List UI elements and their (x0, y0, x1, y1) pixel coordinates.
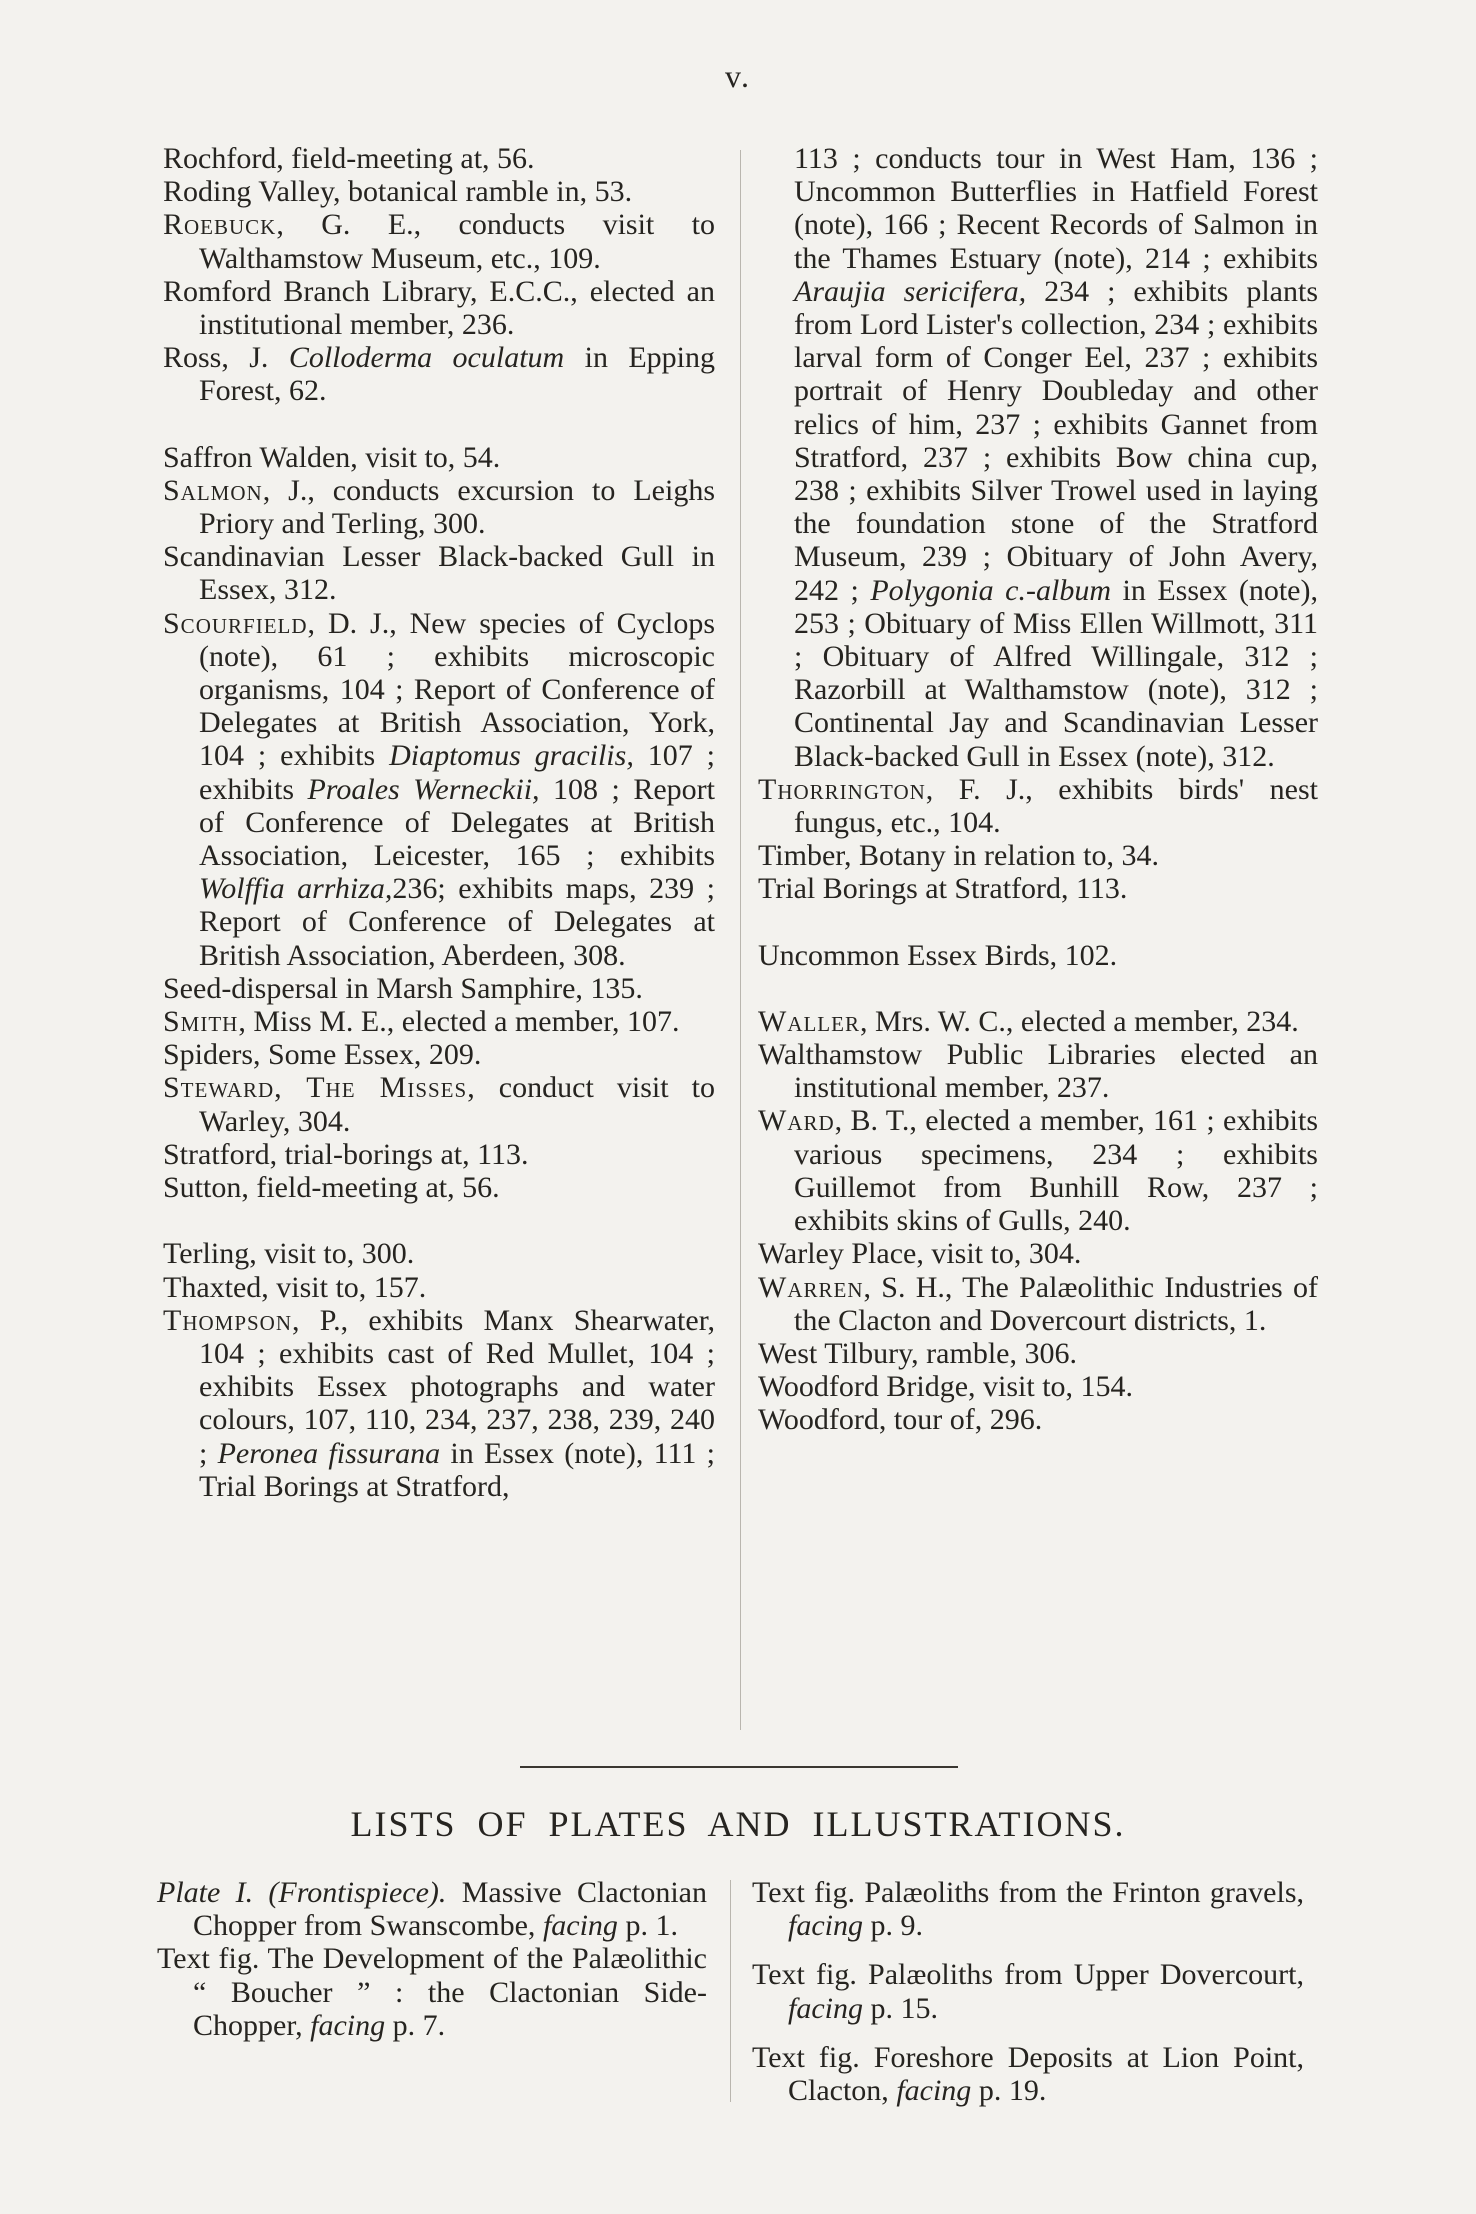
plates-left-column (157, 1876, 707, 2042)
index-entry (163, 1071, 715, 1137)
entry-text: Roding Valley, botanical ramble in, 53. (163, 175, 633, 209)
index-entry (758, 142, 1318, 773)
entry-text: in Essex (note), 253 ; Obituary of Miss Ellen Willmott, 311 ; Obituary of Alfred Willingale, 312 ; Razorbill at Walthamstow (note), 312 ; Continental Jay and Scandinavian Lesser Black-backed Gull in Essex (note), 312. (794, 573, 1318, 773)
index-name: Salmon (163, 473, 263, 507)
entry-text: , F. J., exhibits birds' nest fungus, etc., 104. (794, 772, 1318, 840)
entry-text: p. 19. (971, 2074, 1047, 2108)
index-entry (163, 1171, 715, 1204)
index-name: Waller (758, 1004, 860, 1038)
italic-text: Wolffia arrhiza, (199, 872, 393, 906)
plate-entry (157, 1876, 707, 1942)
index-name: Warren (758, 1270, 864, 1304)
section-divider (520, 1766, 958, 1768)
page-number: v. (725, 58, 751, 94)
index-entry (758, 1337, 1318, 1370)
entry-text: Saffron Walden, visit to, 54. (163, 440, 501, 474)
entry-text: Text fig. Foreshore Deposits at Lion Point, Clacton, (752, 2040, 1304, 2108)
italic-text: facing (310, 2008, 386, 2042)
index-entry (163, 1304, 715, 1503)
index-name: Thompson (163, 1303, 293, 1337)
index-entry (163, 972, 715, 1005)
index-entry (758, 1237, 1318, 1270)
entry-text: p. 7. (385, 2008, 446, 2042)
entry-text: 234 ; exhibits plants from Lord Lister's collection, 234 ; exhibits larval form of Conger Eel, 237 ; exhibits portrait of Henry Doubleday and other relics of him, 237 ; exhibits Gannet from Stratford, 237 ; exhibits Bow china cup, 238 ; exhibits Silver Trowel used in laying the foundation stone of the Stratford Museum, 239 ; Obituary of John Avery, 242 ; (794, 274, 1318, 607)
entry-text: Woodford Bridge, visit to, 154. (758, 1370, 1134, 1404)
index-entry (163, 607, 715, 972)
entry-text: , Mrs. W. C., elected a member, 234. (859, 1004, 1299, 1038)
index-right-column (758, 142, 1318, 1437)
index-name: Ward (758, 1104, 835, 1138)
index-entry (163, 1038, 715, 1071)
index-entry (163, 142, 715, 175)
entry-text: conduct visit to Warley, 304. (199, 1071, 716, 1138)
entry-text: West Tilbury, ramble, 306. (758, 1336, 1077, 1370)
index-entry (163, 275, 715, 341)
index-name: Smith (163, 1005, 239, 1039)
entry-text: , S. H., The Palæolithic Industries of the Clacton and Dovercourt districts, 1. (794, 1270, 1318, 1337)
italic-text: Proales Werneckii, (307, 772, 540, 806)
entry-text: , Miss M. E., elected a member, 107. (238, 1005, 680, 1039)
entry-text: , B. T., elected a member, 161 ; exhibits various specimens, 234 ; exhibits Guillemot from Bunhill Row, 237 ; exhibits skins of Gulls, 240. (794, 1104, 1318, 1238)
entry-text: Massive Clactonian Chopper from Swanscombe, (193, 1876, 707, 1943)
index-entry (758, 1271, 1318, 1337)
entry-text: , J., conducts excursion to Leighs Priory and Terling, 300. (199, 473, 715, 541)
italic-text: Araujia sericifera, (794, 274, 1027, 308)
entry-text: , P., exhibits Manx Shearwater, 104 ; exhibits cast of Red Mullet, 104 ; exhibits Essex photographs and water colours, 107, 110, 234, 237, 238, 239, 240 ; (199, 1303, 715, 1470)
plate-entry (752, 1958, 1304, 2024)
index-entry (163, 540, 715, 606)
italic-text: Peronea fissurana (217, 1436, 441, 1470)
index-entry (758, 939, 1318, 972)
entry-text: Ross, J. (163, 341, 289, 375)
italic-text: Diaptomus gracilis, (389, 739, 634, 773)
column-divider (740, 150, 741, 1730)
index-entry (163, 1005, 715, 1038)
entry-text: Thaxted, visit to, 157. (163, 1270, 427, 1304)
entry-text: Sutton, field-meeting at, 56. (163, 1171, 500, 1205)
index-entry (163, 341, 715, 407)
index-entry (163, 474, 715, 540)
index-name: Steward, The Misses, (163, 1071, 476, 1105)
entry-text: Trial Borings at Stratford, 113. (758, 872, 1128, 906)
entry-text: 107 ; exhibits (199, 739, 715, 806)
index-entry (163, 208, 715, 274)
index-entry (163, 1237, 715, 1270)
plate-entry (157, 1942, 707, 2042)
index-name: Roebuck (163, 208, 277, 242)
index-entry (758, 1370, 1318, 1403)
italic-text: Colloderma oculatum (288, 341, 565, 375)
index-name: Scourfield (163, 606, 308, 640)
entry-text: Text fig. Palæoliths from Upper Dovercourt, (752, 1958, 1304, 1992)
index-entry (163, 1271, 715, 1304)
italic-text: facing (896, 2074, 972, 2108)
entry-text: in Epping Forest, 62. (199, 341, 715, 408)
index-entry (163, 441, 715, 474)
plate-entry (752, 1876, 1304, 1942)
plates-right-column (752, 1876, 1304, 2107)
index-entry (758, 1104, 1318, 1237)
entry-text: Scandinavian Lesser Black-backed Gull in Essex, 312. (163, 540, 715, 607)
entry-text: Romford Branch Library, E.C.C., elected an institutional member, 236. (163, 274, 715, 342)
entry-text: Uncommon Essex Birds, 102. (758, 938, 1118, 972)
index-entry (163, 1138, 715, 1171)
entry-text: Terling, visit to, 300. (163, 1237, 415, 1271)
plate-entry (752, 2041, 1304, 2107)
entry-text: Stratford, trial-borings at, 113. (163, 1137, 529, 1171)
italic-text: Polygonia c.-album (870, 573, 1111, 607)
italic-text: facing (542, 1909, 618, 1943)
entry-text: p. 9. (863, 1909, 923, 1943)
index-entry (163, 175, 715, 208)
index-name: Thorrington (758, 772, 926, 806)
entry-text: Warley Place, visit to, 304. (758, 1237, 1082, 1271)
entry-text: 113 ; conducts tour in West Ham, 136 ; Uncommon Butterflies in Hatfield Forest (note), 166 ; Recent Records of Salmon in the Thames Estuary (note), 214 ; exhibits (794, 142, 1318, 275)
index-entry (758, 872, 1318, 905)
plates-heading: LISTS OF PLATES AND ILLUSTRATIONS. (350, 1804, 1126, 1844)
index-entry (758, 839, 1318, 872)
italic-text: facing (788, 1909, 863, 1943)
entry-text: Rochford, field-meeting at, 56. (163, 142, 535, 175)
italic-text: Plate I. (Frontispiece). (157, 1876, 447, 1909)
entry-text: Walthamstow Public Libraries elected an institutional member, 237. (758, 1038, 1318, 1105)
entry-text: p. 1. (617, 1909, 678, 1943)
entry-text: Woodford, tour of, 296. (758, 1403, 1043, 1437)
entry-text: p. 15. (863, 1991, 938, 2025)
index-entry (758, 1005, 1318, 1038)
italic-text: facing (788, 1991, 863, 2025)
entry-text: Seed-dispersal in Marsh Samphire, 135. (163, 971, 643, 1005)
index-entry (758, 1403, 1318, 1436)
entry-text: in Essex (note), 111 ; Trial Borings at Stratford, (199, 1436, 715, 1503)
entry-text: Spiders, Some Essex, 209. (163, 1038, 482, 1072)
entry-text: , G. E., conducts visit to Walthamstow Museum, etc., 109. (199, 208, 715, 275)
entry-text: Timber, Botany in relation to, 34. (758, 839, 1160, 873)
index-entry (758, 773, 1318, 839)
entry-text: , D. J., New species of Cyclops (note), 61 ; exhibits microscopic organisms, 104 ; Report of Conference of Delegates at British Association, York, 104 ; exhibits (199, 606, 715, 773)
entry-text: Text fig. Palæoliths from the Frinton gravels, (752, 1876, 1304, 1909)
index-left-column (163, 142, 715, 1503)
entry-text: 236; exhibits maps, 239 ; Report of Conference of Delegates at British Association, Aberdeen, 308. (199, 872, 715, 972)
entry-text: 108 ; Report of Conference of Delegates at British Association, Leicester, 165 ; exhibits (199, 772, 715, 873)
entry-text: Text fig. The Development of the Palæolithic “ Boucher ” : the Clactonian Side-Chopper, (157, 1942, 707, 2042)
plates-column-divider (730, 1880, 731, 2102)
index-entry (758, 1038, 1318, 1104)
